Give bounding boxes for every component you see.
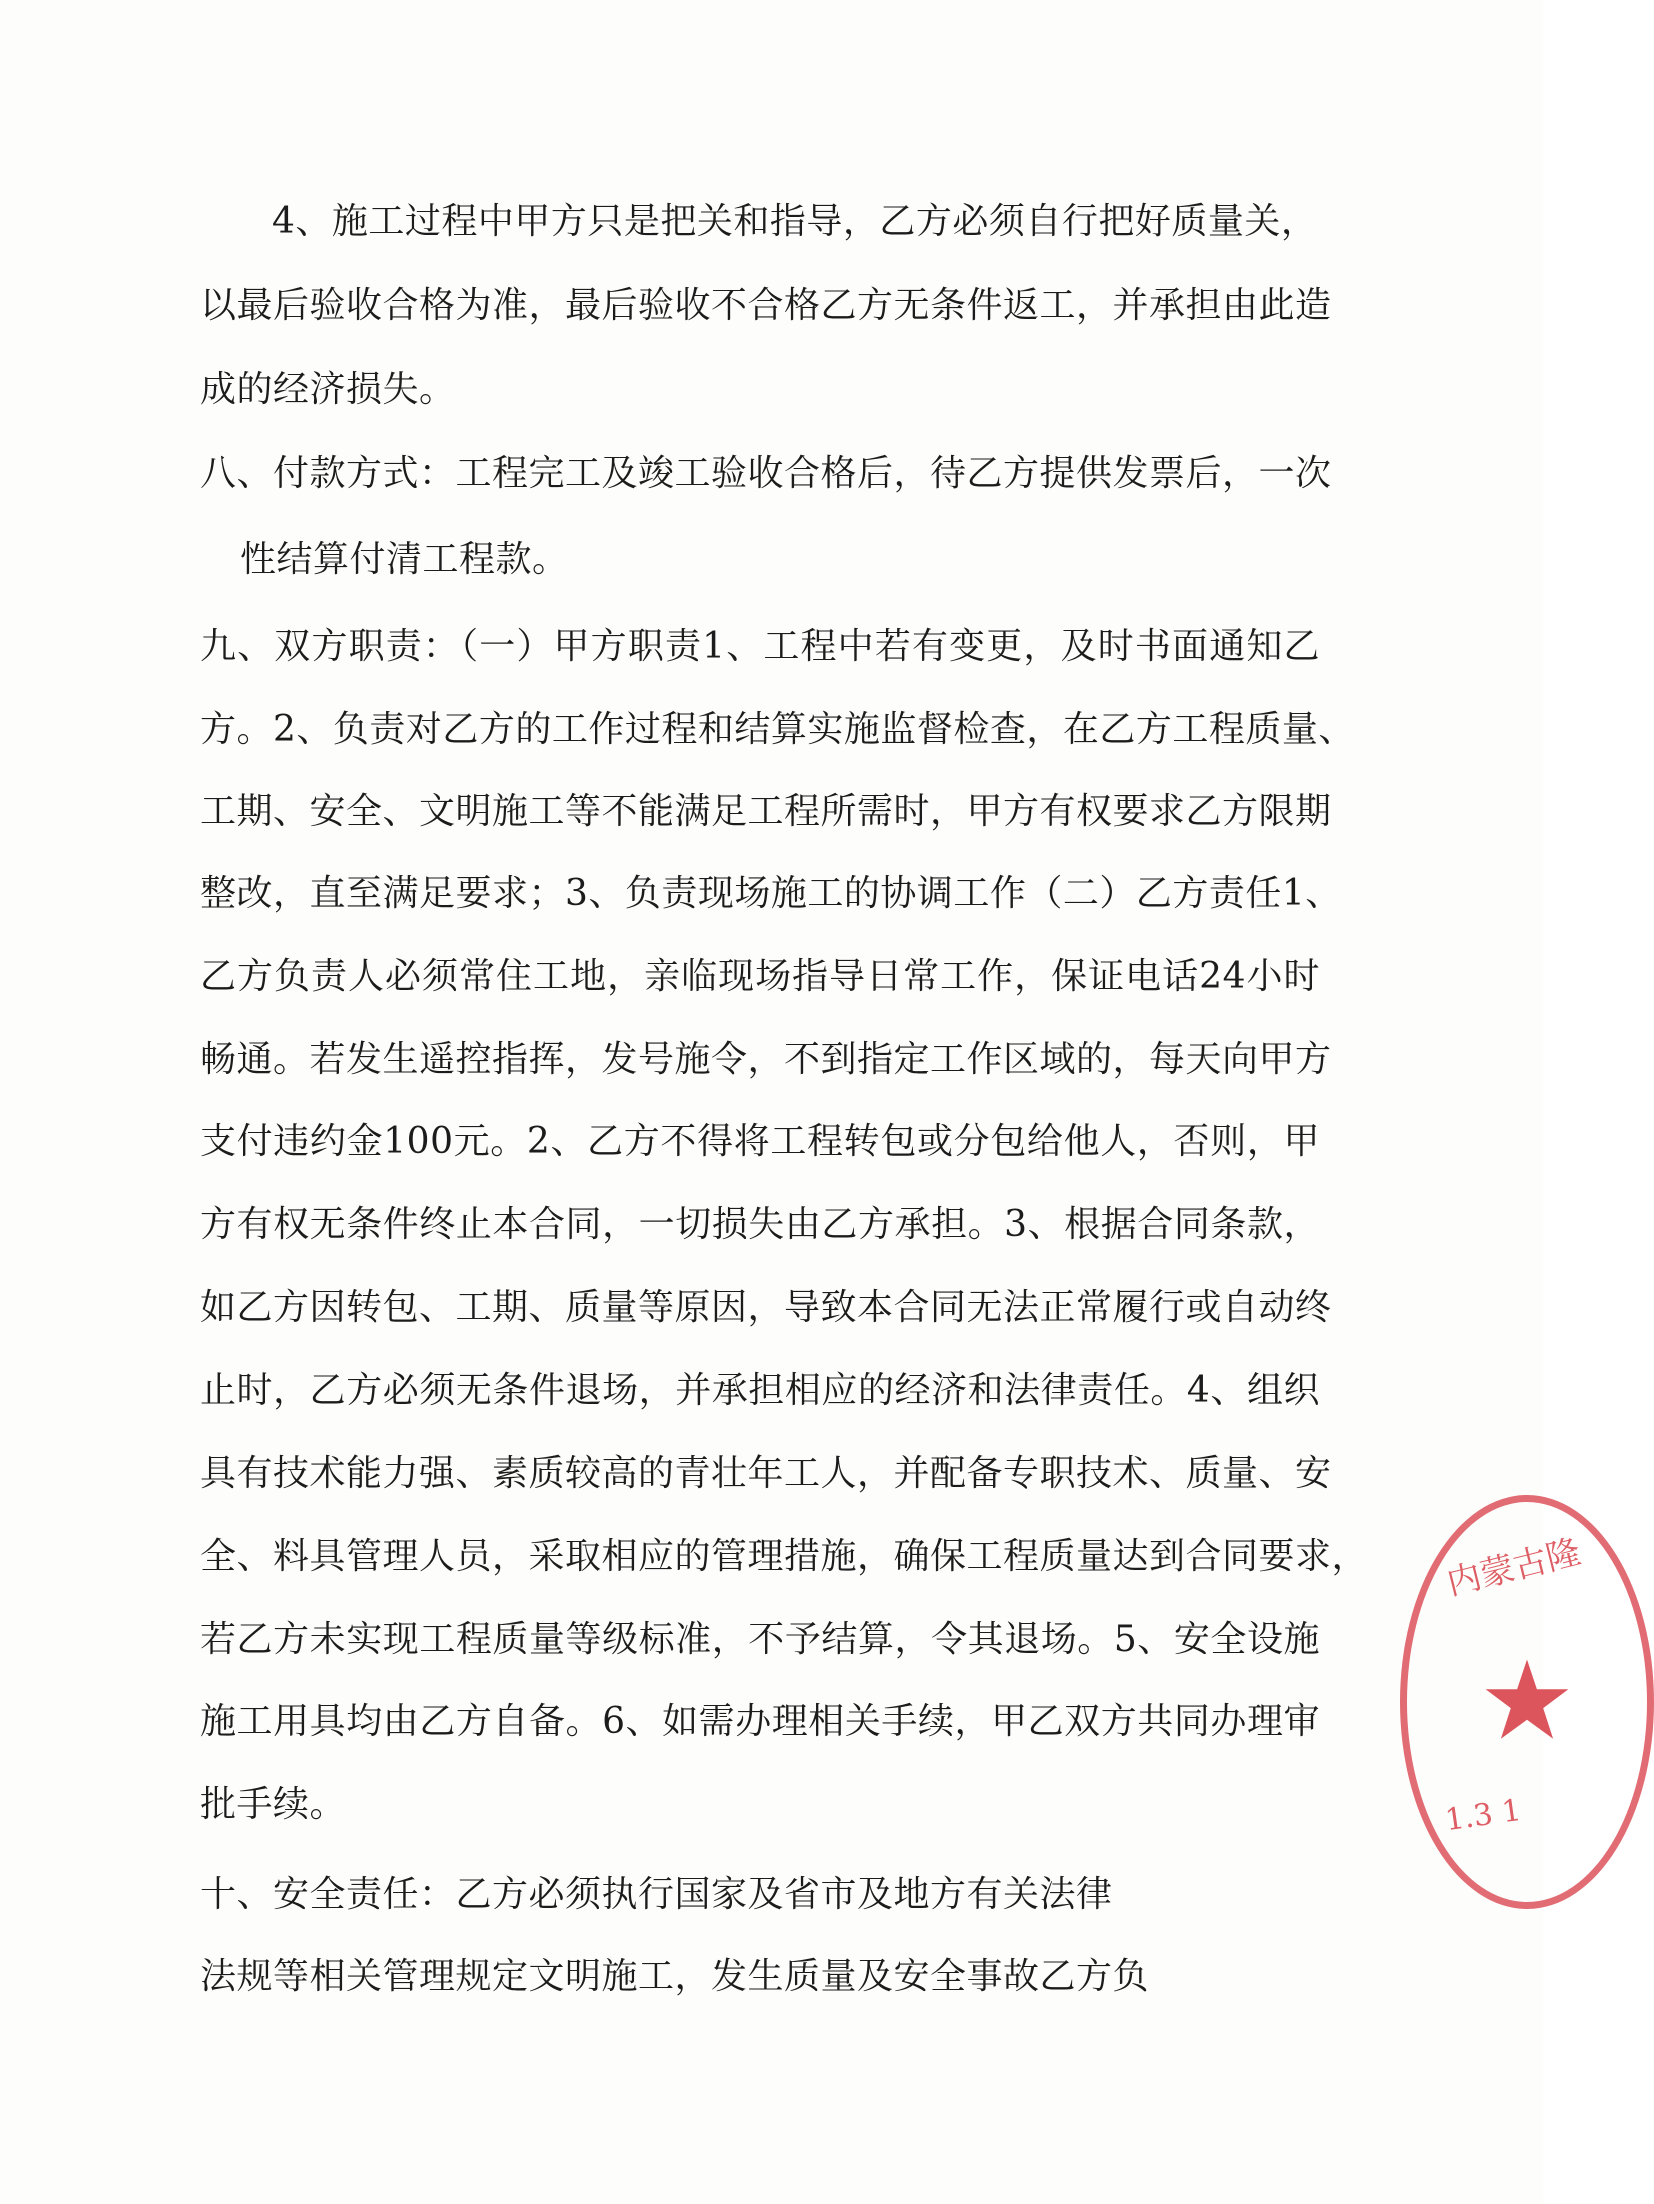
text-line-9: 整改，直至满足要求；3、负责现场施工的协调工作（二）乙方责任1、 (200, 873, 1342, 914)
seal-text: 内蒙古隆 (1443, 1532, 1585, 1604)
text-line-12: 支付违约金100元。2、乙方不得将工程转包或分包给他人，否则，甲 (200, 1121, 1320, 1162)
text-line-3: 成的经济损失。 (200, 369, 456, 410)
text-line-20: 批手续。 (200, 1784, 347, 1825)
text-line-14: 如乙方因转包、工期、质量等原因，导致本合同无法正常履行或自动终 (200, 1287, 1332, 1328)
text-line-17: 全、料具管理人员，采取相应的管理措施，确保工程质量达到合同要求， (200, 1536, 1369, 1577)
text-line-10: 乙方负责人必须常住工地，亲临现场指导日常工作，保证电话24小时 (200, 956, 1320, 997)
text-line-16: 具有技术能力强、素质较高的青壮年工人，并配备专职技术、质量、安 (200, 1453, 1332, 1494)
text-line-15: 止时，乙方必须无条件退场，并承担相应的经济和法律责任。4、组织 (200, 1370, 1320, 1411)
text-line-4: 八、付款方式：工程完工及竣工验收合格后，待乙方提供发票后，一次 (200, 453, 1332, 494)
star-icon (1482, 1655, 1572, 1745)
text-line-7: 方。2、负责对乙方的工作过程和结算实施监督检查，在乙方工程质量、 (200, 709, 1355, 750)
text-line-19: 施工用具均由乙方自备。6、如需办理相关手续，甲乙双方共同办理审 (200, 1701, 1320, 1742)
text-line-5: 性结算付清工程款。 (240, 539, 569, 580)
seal-number: 1.3 1 (1442, 1792, 1524, 1839)
text-line-18: 若乙方未实现工程质量等级标准，不予结算，令其退场。5、安全设施 (200, 1619, 1320, 1660)
text-line-1: 4、施工过程中甲方只是把关和指导，乙方必须自行把好质量关， (272, 201, 1318, 242)
text-line-2: 以最后验收合格为准，最后验收不合格乙方无条件返工，并承担由此造 (200, 285, 1332, 326)
text-line-13: 方有权无条件终止本合同，一切损失由乙方承担。3、根据合同条款， (200, 1204, 1320, 1245)
text-line-22: 法规等相关管理规定文明施工，发生质量及安全事故乙方负 (200, 1956, 1150, 1997)
text-line-21: 十、安全责任：乙方必须执行国家及省市及地方有关法律 (200, 1874, 1113, 1915)
text-line-6: 九、双方职责：（一）甲方职责1、工程中若有变更，及时书面通知乙 (200, 626, 1320, 667)
text-line-11: 畅通。若发生遥控指挥，发号施令，不到指定工作区域的，每天向甲方 (200, 1039, 1332, 1080)
text-line-8: 工期、安全、文明施工等不能满足工程所需时，甲方有权要求乙方限期 (200, 791, 1332, 832)
